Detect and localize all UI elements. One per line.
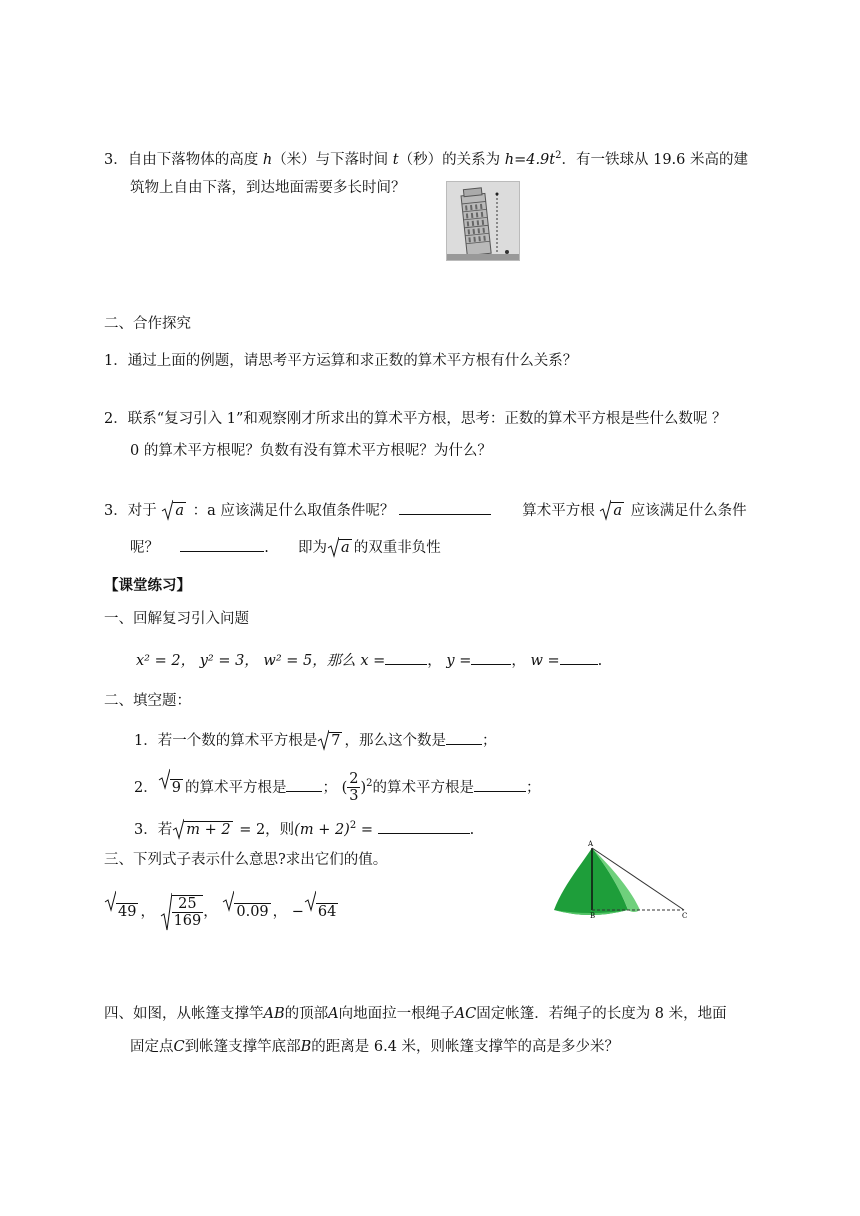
text: 的顶部 — [284, 1006, 329, 1022]
radicand: 49 — [118, 904, 137, 920]
eq-y: y² = 3， — [199, 653, 259, 669]
text: 3．对于 — [104, 503, 157, 519]
text: 2． — [134, 779, 158, 796]
text: 四、如图，从帐篷支撑竿 — [104, 1006, 264, 1022]
text: . — [264, 540, 269, 556]
var-b: B — [300, 1039, 312, 1055]
text: ， — [140, 904, 155, 920]
sqrt-a — [599, 501, 624, 521]
practice-header: 【课堂练习】 — [104, 577, 191, 594]
eq-x: x² = 2， — [136, 653, 196, 669]
practice-2-title: 二、填空题： — [104, 693, 191, 709]
text: 1．若一个数的算术平方根是 — [134, 733, 318, 749]
blank-w[interactable] — [560, 650, 598, 665]
leaning-tower-image — [446, 181, 520, 261]
text: ； — [481, 733, 497, 749]
text: （秒）的关系为 — [398, 151, 505, 168]
var-y: y = — [446, 653, 472, 669]
text: ； — [526, 779, 541, 796]
practice-1-equation — [136, 650, 602, 671]
radicand: 64 — [317, 904, 337, 920]
text: 的双重非负性 — [353, 540, 441, 556]
sqrt-a — [327, 538, 352, 558]
tent-figure — [550, 838, 700, 920]
practice-3-title: 三、下列式子表示什么意思?求出它们的值。 — [104, 852, 388, 868]
formula-exponent: 2 — [555, 150, 562, 161]
sqrt-7 — [317, 731, 342, 751]
var-t: t — [392, 151, 399, 168]
answer-blank-2[interactable] — [180, 537, 264, 552]
practice-4-line1 — [104, 1004, 727, 1024]
sqrt-9 — [158, 770, 183, 806]
formula: h=4.9t — [504, 151, 556, 168]
numerator: 25 — [172, 896, 204, 913]
numerator: 2 — [349, 771, 359, 788]
sqrt-64 — [304, 892, 338, 932]
coop-question-1: 1．通过上面的例题，请思考平方运算和求正数的算术平方根有什么关系？ — [104, 353, 578, 369]
minus-sign: − — [291, 904, 304, 920]
text: . — [597, 653, 603, 669]
text: ， — [511, 653, 526, 669]
coop-question-2-line1: 2．联系“复习引入 1”和观察刚才所求出的算术平方根，思考：正数的算术平方根是些什么数呢 ？ — [104, 411, 727, 427]
var-a: A — [328, 1006, 339, 1022]
denominator: 169 — [173, 913, 202, 929]
text: （米）与下落时间 — [272, 151, 393, 168]
text: 的算术平方根是 — [184, 779, 287, 796]
text: 的算术平方根是 — [372, 779, 475, 796]
text: 向地面拉一根绳子 — [338, 1006, 455, 1022]
text: 算术平方根 — [522, 503, 595, 519]
label-c: C — [682, 912, 688, 920]
section-cooperative-title: 二、合作探究 — [104, 316, 191, 332]
question-3-line1 — [104, 146, 748, 170]
var-ab: AB — [263, 1006, 285, 1022]
text: ， — [427, 653, 442, 669]
text: ， — [203, 904, 218, 920]
answer-blank[interactable] — [446, 730, 482, 745]
radicand: a — [341, 540, 350, 556]
question-3-line2: 筑物上自由下落，到达地面需要多长时间？ — [130, 180, 406, 196]
fraction-2-3 — [347, 771, 360, 804]
text: 即为 — [298, 540, 328, 556]
text: 呢？ — [130, 540, 159, 556]
text: 3．自由下落物体的高度 — [104, 151, 263, 168]
blank-y[interactable] — [471, 650, 511, 665]
text: 固定点 — [130, 1039, 174, 1055]
text: 3．若 — [134, 821, 173, 838]
coop-question-2-line2: 0 的算术平方根呢？负数有没有算术平方根呢？为什么？ — [130, 443, 492, 459]
text: 的距离是 6.4 米，则帐篷支撑竿的高是多少米？ — [311, 1039, 620, 1055]
radicand: 7 — [331, 733, 341, 749]
var-ac: AC — [454, 1006, 477, 1022]
answer-blank[interactable] — [474, 777, 526, 792]
fraction-25-169 — [172, 895, 204, 929]
coop-question-3-line1 — [104, 500, 747, 521]
exponent: 2 — [366, 778, 373, 789]
practice-2-q2: 2． 9 的算术平方根是 ； ( $\frac{2}{3}$ )$^2$的算术平方根是 ； — [134, 766, 541, 806]
text: ； — [322, 779, 337, 796]
answer-blank[interactable] — [286, 777, 322, 792]
radicand: a — [613, 503, 622, 519]
practice-4-line2 — [130, 1037, 619, 1057]
text: 固定帐篷．若绳子的长度为 8 米，地面 — [476, 1006, 727, 1022]
sqrt-fraction — [160, 892, 204, 932]
var-h: h — [262, 151, 273, 168]
answer-blank-1[interactable] — [399, 500, 491, 515]
radicand: m + 2 — [186, 821, 231, 838]
text: 应该满足什么条件 — [630, 503, 747, 519]
text: ，那么这个数是 — [344, 733, 446, 749]
radicand: 0.09 — [236, 904, 269, 920]
radicand: a — [175, 503, 184, 519]
practice-2-q3 — [134, 816, 474, 840]
text: = — [360, 821, 373, 838]
sqrt-0.09 — [222, 892, 270, 932]
sqrt-49 — [104, 892, 138, 932]
label-b: B — [590, 912, 596, 920]
eq-w: w² = 5，那么 — [263, 653, 356, 669]
var-x: x = — [360, 653, 386, 669]
practice-1-title: 一、回解复习引入问题 — [104, 611, 249, 627]
text: ：a 应该满足什么取值条件呢？ — [192, 503, 395, 519]
blank-x[interactable] — [385, 650, 427, 665]
practice-2-q1 — [134, 730, 496, 751]
text: ．有一铁球从 19.6 米高的建 — [561, 151, 748, 168]
answer-blank[interactable] — [378, 819, 470, 834]
sqrt-a — [161, 501, 186, 521]
text: ， — [272, 904, 288, 920]
sqrt-m-plus-2 — [172, 820, 232, 840]
coop-question-3-line2 — [130, 537, 441, 558]
var-w: w = — [530, 653, 560, 669]
exponent: 2 — [349, 820, 357, 831]
text: 到帐篷支撑竿底部 — [184, 1039, 301, 1055]
expression: (m + 2) — [294, 821, 350, 838]
tower-illustration — [447, 182, 519, 260]
label-a: A — [588, 840, 594, 848]
denominator: 3 — [349, 788, 359, 805]
practice-3-expressions — [104, 892, 340, 932]
radicand: 9 — [171, 779, 181, 796]
var-c: C — [173, 1039, 185, 1055]
text: = 2，则 — [239, 821, 295, 838]
text: . — [469, 821, 475, 838]
